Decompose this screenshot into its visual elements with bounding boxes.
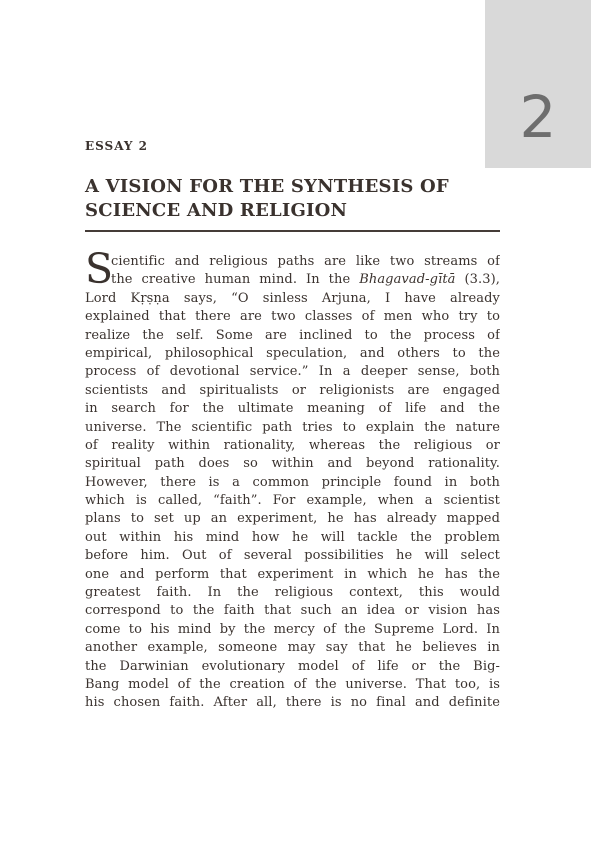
body-segment-italic: Bhagavad-gītā — [359, 272, 456, 288]
body-line — [85, 308, 500, 326]
body-segment: scientists and spiritualists or religionists are engaged — [85, 382, 500, 398]
page-title-line-1: A VISION FOR THE SYNTHESIS OF — [85, 176, 449, 197]
chapter-number: 2 — [519, 83, 557, 151]
body-line — [85, 290, 500, 308]
body-segment: However, there is a common principle found in both — [85, 474, 500, 490]
page-content — [85, 139, 500, 713]
chapter-tab — [485, 0, 591, 168]
body-line — [85, 363, 500, 381]
body-line — [85, 566, 500, 584]
body-line — [85, 400, 500, 418]
body-segment: in search for the ultimate meaning of life and the — [85, 401, 500, 417]
body-segment: correspond to the faith that such an idea or vision has — [85, 603, 500, 619]
body-line — [85, 419, 500, 437]
body-segment: spiritual path does so within and beyond rationality. — [85, 456, 500, 472]
body-line — [85, 529, 500, 547]
body-segment: greatest faith. In the religious context, this would — [85, 585, 500, 601]
body-line — [85, 437, 500, 455]
body-line — [85, 510, 500, 528]
body-line — [85, 345, 500, 363]
drop-cap: S — [85, 245, 114, 293]
title-rule — [85, 230, 500, 232]
body-line — [85, 327, 500, 345]
body-segment: plans to set up an experiment, he has already mapped — [85, 511, 500, 527]
body-segment: the creative human mind. In the — [111, 272, 360, 288]
body-segment: empirical, philosophical speculation, and others to the — [85, 345, 500, 361]
page-title — [85, 175, 500, 223]
body-segment: cientific and religious paths are like two streams of — [111, 254, 500, 269]
body-line — [85, 584, 500, 602]
body-line — [85, 621, 500, 639]
body-line — [85, 547, 500, 565]
body-segment: (3.3), — [455, 272, 500, 288]
body-segment: realize the self. Some are inclined to the process of — [85, 327, 500, 343]
body-segment: the Darwinian evolutionary model of life or the Big- — [85, 658, 500, 674]
body-segment: Bang model of the creation of the universe. That too, is — [85, 676, 500, 692]
body-line — [85, 253, 500, 271]
body-segment: another example, someone may say that he believes in — [85, 640, 500, 656]
essay-label: ESSAY 2 — [85, 139, 149, 153]
body-segment: his chosen faith. After all, there is no final and definite — [85, 695, 500, 711]
body-segment: universe. The scientific path tries to explain the nature — [85, 419, 500, 435]
body-line — [85, 474, 500, 492]
body-line — [85, 658, 500, 676]
body-segment: come to his mind by the mercy of the Supreme Lord. In — [85, 621, 500, 637]
body-line — [85, 382, 500, 400]
body-segment: before him. Out of several possibilities he will select — [85, 548, 500, 564]
body-segment: process of devotional service.” In a deeper sense, both — [85, 364, 500, 380]
body-segment: out within his mind how he will tackle the problem — [85, 529, 500, 545]
body-segment: one and perform that experiment in which he has the — [85, 566, 500, 582]
body-line — [85, 639, 500, 657]
body-line — [85, 676, 500, 694]
body-line — [85, 492, 500, 510]
body-segment: Lord Kṛṣṇa says, “O sinless Arjuna, I have already — [85, 290, 500, 306]
body-segment: explained that there are two classes of men who try to — [85, 309, 500, 325]
body-line — [85, 455, 500, 473]
body-segment: which is called, “faith”. For example, when a scientist — [85, 493, 500, 509]
page-title-line-2: SCIENCE AND RELIGION — [85, 200, 348, 221]
body-line — [85, 271, 500, 289]
body-line — [85, 602, 500, 620]
body-line — [85, 694, 500, 712]
body-text — [85, 245, 500, 713]
body-segment: of reality within rationality, whereas the religious or — [85, 437, 500, 453]
